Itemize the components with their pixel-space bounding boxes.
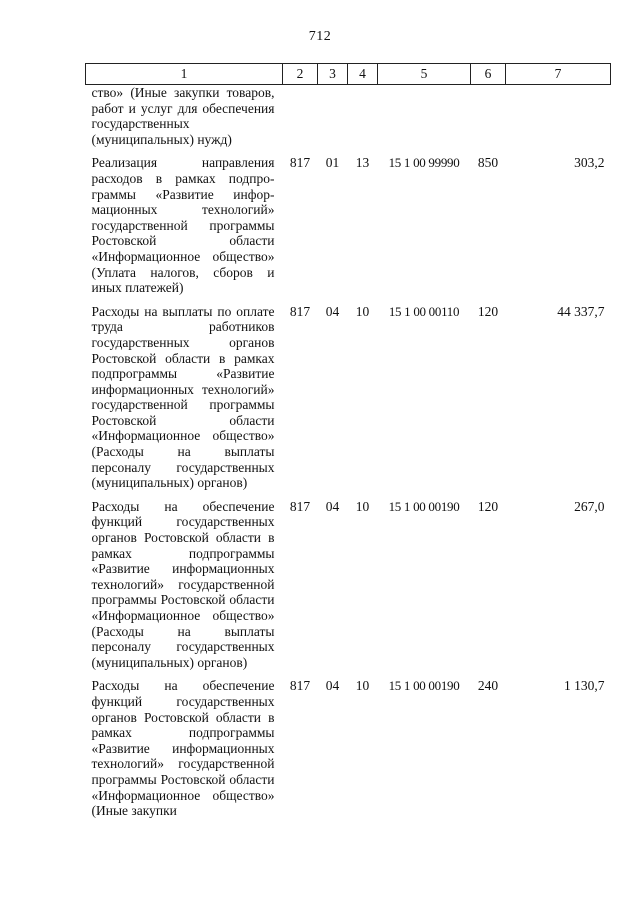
header-row [86, 64, 611, 85]
row-name: Расходы на выплаты по оплате труда работников государственных органов Ростовской области в рамках подпрограммы «Развитие информационных технологий» государственной программы Ростовской области «Информационное общество» (Расходы на выплаты персоналу государственных (муниципальных) органов) [91, 303, 275, 491]
row-pr: 10 [355, 303, 370, 319]
row-amount: 303,2 [574, 155, 605, 171]
table-row [86, 491, 611, 671]
column-header-name: 1 [86, 64, 283, 85]
row-amount: 44 337,7 [557, 303, 605, 319]
row-csr: 15 1 00 00190 [388, 678, 460, 694]
row-gr: 817 [289, 303, 311, 319]
column-header-vr: 6 [471, 64, 506, 85]
row-rz: 04 [325, 303, 340, 319]
row-amount [506, 85, 611, 148]
table-body [86, 85, 611, 819]
row-vr: 120 [477, 303, 499, 319]
row-csr: 15 1 00 00190 [388, 498, 460, 514]
column-header-amount: 7 [506, 64, 611, 85]
row-rz [318, 85, 348, 148]
row-gr [283, 85, 318, 148]
row-amount: 267,0 [574, 498, 605, 514]
table-row [86, 296, 611, 491]
row-pr: 13 [355, 155, 370, 171]
row-vr: 120 [477, 498, 499, 514]
column-header-csr: 5 [378, 64, 471, 85]
row-name: Реализация направления расходов в рамках подпрограммы «Развитие информационных технологий» государственной программы Ростовской области «Информационное общество» (Уплата налогов, сборов и иных платежей) [91, 155, 275, 296]
row-vr: 850 [477, 155, 499, 171]
row-pr: 10 [355, 678, 370, 694]
row-name: ство» (Иные закупки товаров, работ и услуг для обеспечения государственных (муниципальных) нужд) [91, 85, 275, 147]
row-pr [348, 85, 378, 148]
row-amount: 1 130,7 [564, 678, 605, 694]
row-gr: 817 [289, 155, 311, 171]
row-vr: 240 [477, 678, 499, 694]
row-rz: 01 [325, 155, 340, 171]
budget-table [85, 63, 611, 819]
row-gr: 817 [289, 678, 311, 694]
row-vr [471, 85, 506, 148]
row-name: Расходы на обеспечение функций государственных органов Ростовской области в рамках подпрограммы «Развитие информационных технологий» государственной программы Ростовской области «Информационное общество» (Расходы на выплаты персоналу государственных (муниципальных) органов) [91, 498, 275, 670]
column-header-rz: 3 [318, 64, 348, 85]
row-rz: 04 [325, 498, 340, 514]
row-rz: 04 [325, 678, 340, 694]
row-csr: 15 1 00 99990 [388, 155, 460, 171]
row-csr: 15 1 00 00110 [388, 303, 460, 319]
column-header-gr: 2 [283, 64, 318, 85]
table-row [86, 670, 611, 818]
table-row [86, 85, 611, 148]
row-pr: 10 [355, 498, 370, 514]
table-row [86, 147, 611, 295]
row-gr: 817 [289, 498, 311, 514]
row-csr [378, 85, 471, 148]
column-header-pr: 4 [348, 64, 378, 85]
table-header [86, 64, 611, 85]
page-number: 712 [308, 29, 332, 44]
row-name: Расходы на обеспечение функций государственных органов Ростовской области в рамках подпрограммы «Развитие информационных технологий» государственной программы Ростовской области «Информационное общество» (Иные закупки [91, 678, 275, 819]
